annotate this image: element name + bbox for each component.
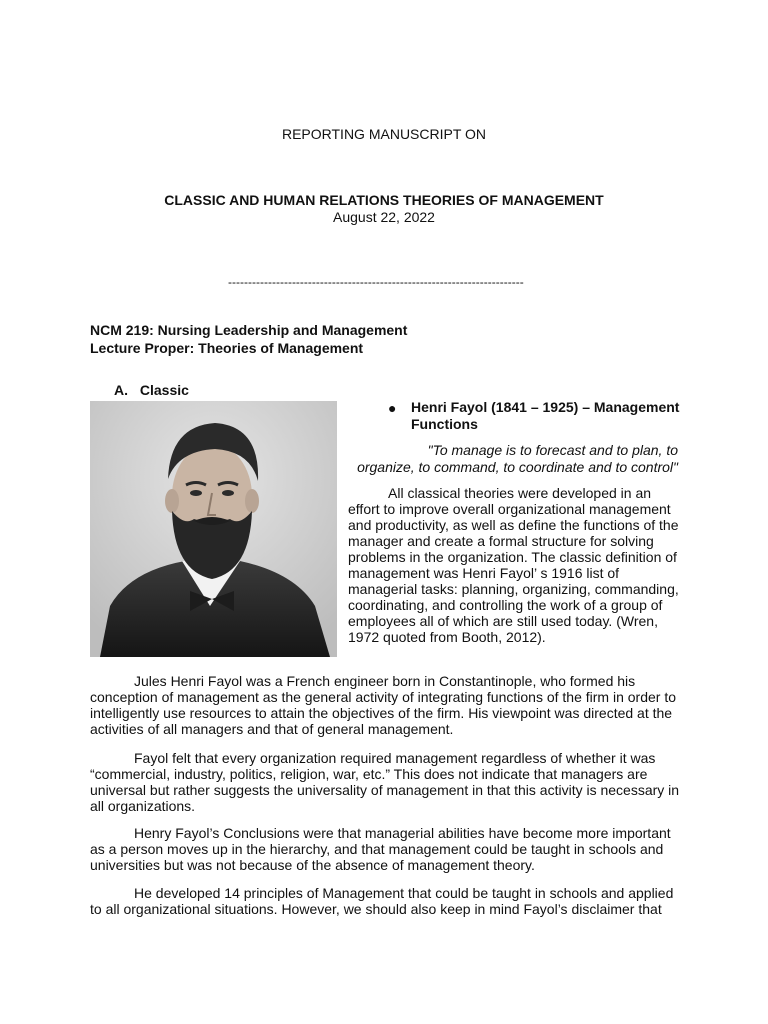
classical-theory-paragraph — [348, 485, 688, 645]
body-paragraph-4: He developed 14 principles of Management that could be taught in schools and applied to all organizational situations. However, we should also keep in mind Fayol’s disclaimer that — [90, 885, 674, 917]
body-paragraph-3: Henry Fayol’s Conclusions were that managerial abilities have become more important as a person moves up in the hierarchy, and that management could be taught in schools and universities but was not because of the absence of management theory. — [90, 825, 671, 873]
body-paragraph-1: Jules Henri Fayol was a French engineer born in Constantinople, who formed his conception of management as the general activity of integrating functions of the firm in order to intelligently use resources to attain the objectives of the firm. His viewpoint was directed at the activities of all managers and that of general management. — [90, 673, 676, 737]
section-marker: A. — [114, 382, 128, 398]
fayol-quote-line1: "To manage is to forecast and to plan, to — [427, 442, 678, 458]
section-a-heading — [114, 382, 189, 398]
fayol-heading-line1: Henri Fayol (1841 – 1925) – Management — [411, 399, 680, 415]
fayol-heading-line2: Functions — [411, 416, 478, 432]
side-line: problems in the organization. The classic definition of — [348, 549, 677, 565]
fayol-quote-line2: organize, to command, to coordinate and to control" — [357, 459, 678, 475]
side-line: 1972 quoted from Booth, 2012). — [348, 629, 546, 645]
divider-line: -------------------------------------------------------------------------- — [228, 275, 524, 289]
side-line: All classical theories were developed in an — [388, 485, 652, 501]
lecture-line: Lecture Proper: Theories of Management — [90, 340, 364, 356]
report-line: REPORTING MANUSCRIPT ON — [281, 126, 487, 142]
section-label: Classic — [139, 382, 189, 398]
course-code-line: NCM 219: Nursing Leadership and Management — [90, 322, 408, 338]
side-line: effort to improve overall organizational management — [348, 501, 671, 517]
portrait-image — [90, 401, 337, 657]
side-line: employees all of which are still used today. (Wren, — [348, 613, 658, 629]
side-line: and productivity, as well as define the functions of the — [348, 517, 679, 533]
side-line: coordinating, and controlling the work of a group of — [348, 597, 663, 613]
document-title: CLASSIC AND HUMAN RELATIONS THEORIES OF MANAGEMENT — [164, 192, 604, 208]
bullet-icon: ● — [388, 400, 397, 416]
side-line: managerial tasks: planning, organizing, commanding, — [348, 581, 679, 597]
side-line: management was Henri Fayol’ s 1916 list of — [348, 565, 620, 581]
portrait-henri-fayol-icon — [90, 401, 337, 657]
document-date: August 22, 2022 — [333, 209, 435, 225]
side-line: manager and create a formal structure for solving — [348, 533, 654, 549]
body-paragraph-2: Fayol felt that every organization required management regardless of whether it was “commercial, industry, politics, religion, war, etc.” This does not indicate that managers are universal but rather suggests the universality of management in that this activity is necessary in all organizations. — [90, 750, 680, 814]
